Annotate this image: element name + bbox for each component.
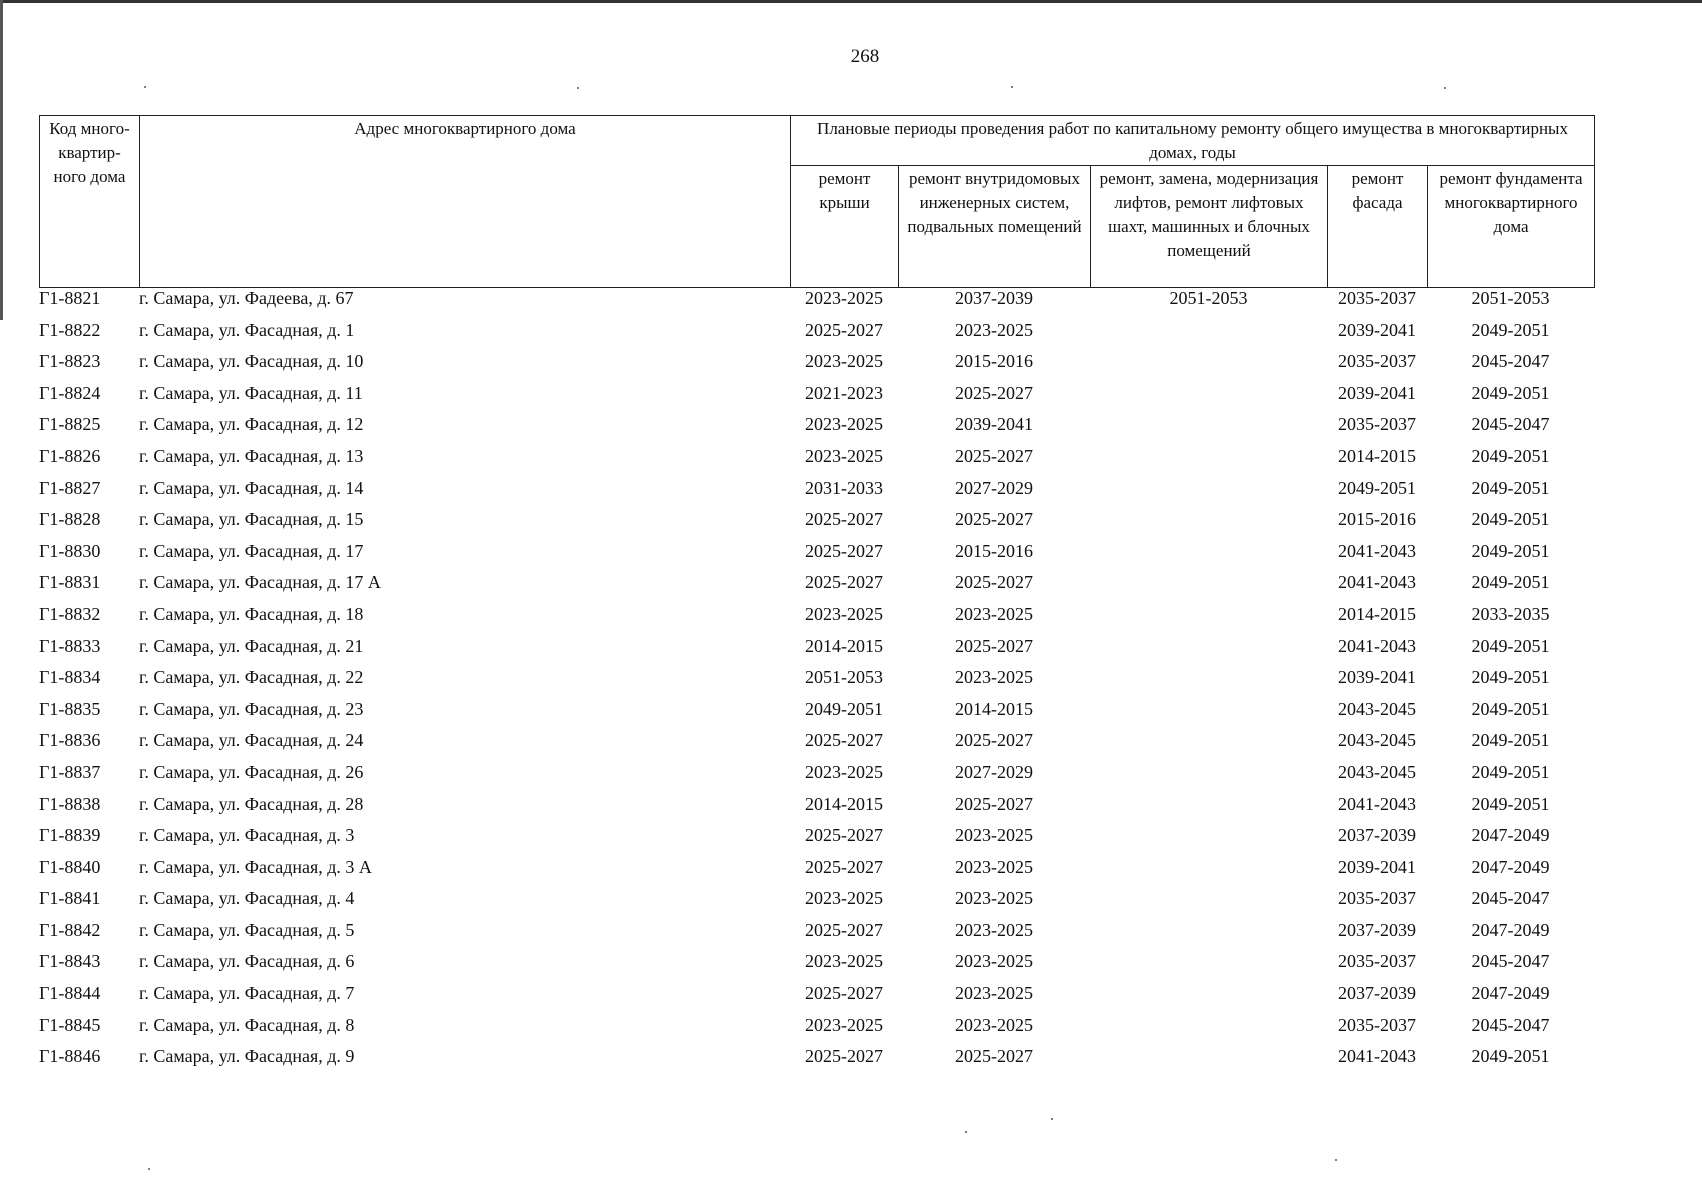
elevators-period (1090, 983, 1327, 1015)
building-code: Г1-8844 (39, 983, 101, 1004)
elevators-period (1090, 572, 1327, 604)
header-foundation: ремонт фундамента многоквартирного дома (1428, 166, 1595, 288)
elevators-period (1090, 446, 1327, 478)
building-address: г. Самара, ул. Фасадная, д. 7 (139, 983, 355, 1004)
building-address: г. Самара, ул. Фасадная, д. 3 (139, 825, 355, 846)
elevators-period (1090, 699, 1327, 731)
building-address: г. Самара, ул. Фасадная, д. 13 (139, 445, 364, 466)
building-code: Г1-8839 (39, 825, 101, 846)
roof-period: 2025-2027 (805, 572, 883, 593)
header-elevators: ремонт, замена, модернизация лифтов, ремонт лифтовых шахт, машинных и блочных помещений (1091, 166, 1328, 288)
foundation-period: 2045-2047 (1471, 414, 1550, 435)
foundation-period: 2049-2051 (1471, 540, 1550, 561)
table-row (39, 794, 1594, 826)
elevators-period (1090, 541, 1327, 573)
foundation-period: 2049-2051 (1471, 572, 1550, 593)
elevators-period (1090, 951, 1327, 983)
facade-period: 2014-2015 (1338, 603, 1416, 624)
header-periods: Плановые периоды проведения работ по капитальному ремонту общего имущества в многоквартирных домах, годы (791, 116, 1595, 166)
engineering-period: 2023-2025 (955, 951, 1033, 972)
engineering-period: 2037-2039 (955, 288, 1033, 308)
roof-period: 2025-2027 (805, 1046, 883, 1067)
facade-period: 2043-2045 (1338, 698, 1416, 719)
building-code: Г1-8828 (39, 509, 101, 530)
engineering-period: 2023-2025 (955, 983, 1033, 1004)
building-code: Г1-8834 (39, 667, 101, 688)
building-address: г. Самара, ул. Фасадная, д. 22 (139, 667, 364, 688)
building-code: Г1-8842 (39, 919, 101, 940)
foundation-period: 2047-2049 (1471, 983, 1550, 1004)
facade-period: 2043-2045 (1338, 761, 1416, 782)
facade-period: 2039-2041 (1338, 856, 1416, 877)
foundation-period: 2049-2051 (1471, 445, 1550, 466)
facade-period: 2035-2037 (1338, 1014, 1416, 1035)
building-address: г. Самара, ул. Фасадная, д. 3 А (139, 856, 372, 877)
roof-period: 2023-2025 (805, 888, 883, 909)
scan-speck (1011, 86, 1013, 88)
foundation-period: 2049-2051 (1471, 698, 1550, 719)
table-row (39, 509, 1594, 541)
engineering-period: 2025-2027 (955, 635, 1033, 656)
table-row (39, 478, 1594, 510)
table-row (39, 604, 1594, 636)
building-code: Г1-8845 (39, 1014, 101, 1035)
facade-period: 2035-2037 (1338, 351, 1416, 372)
engineering-period: 2015-2016 (955, 540, 1033, 561)
table-row (39, 288, 1594, 320)
building-code: Г1-8832 (39, 603, 101, 624)
engineering-period: 2025-2027 (955, 509, 1033, 530)
header-engineering: ремонт внутридомовых инженерных систем, подвальных помещений (899, 166, 1091, 288)
roof-period: 2025-2027 (805, 540, 883, 561)
foundation-period: 2049-2051 (1471, 319, 1550, 340)
building-code: Г1-8825 (39, 414, 101, 435)
building-code: Г1-8831 (39, 572, 101, 593)
table-row (39, 825, 1594, 857)
building-code: Г1-8837 (39, 761, 101, 782)
elevators-period (1090, 1046, 1327, 1078)
building-address: г. Самара, ул. Фасадная, д. 14 (139, 477, 364, 498)
elevators-period (1090, 414, 1327, 446)
facade-period: 2041-2043 (1338, 540, 1416, 561)
scan-speck (144, 86, 146, 88)
building-address: г. Самара, ул. Фасадная, д. 21 (139, 635, 364, 656)
engineering-period: 2027-2029 (955, 761, 1033, 782)
scan-speck (577, 87, 579, 89)
roof-period: 2025-2027 (805, 983, 883, 1004)
engineering-period: 2023-2025 (955, 825, 1033, 846)
table-row (39, 1046, 1594, 1078)
table-row (39, 983, 1594, 1015)
building-code: Г1-8838 (39, 793, 101, 814)
building-address: г. Самара, ул. Фасадная, д. 6 (139, 951, 355, 972)
foundation-period: 2049-2051 (1471, 1046, 1550, 1067)
foundation-period: 2051-2053 (1471, 288, 1550, 308)
building-address: г. Самара, ул. Фасадная, д. 17 А (139, 572, 381, 593)
table-row (39, 730, 1594, 762)
table-row (39, 414, 1594, 446)
foundation-period: 2049-2051 (1471, 382, 1550, 403)
building-code: Г1-8841 (39, 888, 101, 909)
roof-period: 2031-2033 (805, 477, 883, 498)
facade-period: 2037-2039 (1338, 825, 1416, 846)
roof-period: 2023-2025 (805, 603, 883, 624)
elevators-period (1090, 857, 1327, 889)
facade-period: 2049-2051 (1338, 477, 1416, 498)
elevators-period (1090, 383, 1327, 415)
roof-period: 2023-2025 (805, 351, 883, 372)
elevators-period (1090, 762, 1327, 794)
building-code: Г1-8822 (39, 319, 101, 340)
facade-period: 2039-2041 (1338, 319, 1416, 340)
foundation-period: 2049-2051 (1471, 635, 1550, 656)
engineering-period: 2015-2016 (955, 351, 1033, 372)
foundation-period: 2047-2049 (1471, 825, 1550, 846)
building-address: г. Самара, ул. Фасадная, д. 5 (139, 919, 355, 940)
roof-period: 2049-2051 (805, 698, 883, 719)
building-code: Г1-8836 (39, 730, 101, 751)
building-address: г. Самара, ул. Фасадная, д. 1 (139, 319, 355, 340)
elevators-period (1090, 351, 1327, 383)
engineering-period: 2027-2029 (955, 477, 1033, 498)
roof-period: 2014-2015 (805, 793, 883, 814)
engineering-period: 2025-2027 (955, 572, 1033, 593)
roof-period: 2025-2027 (805, 856, 883, 877)
facade-period: 2035-2037 (1338, 951, 1416, 972)
roof-period: 2023-2025 (805, 951, 883, 972)
building-address: г. Самара, ул. Фасадная, д. 26 (139, 761, 364, 782)
building-code: Г1-8830 (39, 540, 101, 561)
roof-period: 2025-2027 (805, 825, 883, 846)
facade-period: 2041-2043 (1338, 1046, 1416, 1067)
building-address: г. Самара, ул. Фасадная, д. 9 (139, 1046, 355, 1067)
roof-period: 2023-2025 (805, 761, 883, 782)
scan-speck (1444, 87, 1446, 89)
building-code: Г1-8835 (39, 698, 101, 719)
elevators-period (1090, 888, 1327, 920)
table-row (39, 320, 1594, 352)
table-row (39, 572, 1594, 604)
elevators-period (1090, 794, 1327, 826)
foundation-period: 2045-2047 (1471, 888, 1550, 909)
building-code: Г1-8826 (39, 445, 101, 466)
engineering-period: 2025-2027 (955, 730, 1033, 751)
elevators-period (1090, 730, 1327, 762)
table-row (39, 920, 1594, 952)
foundation-period: 2049-2051 (1471, 667, 1550, 688)
engineering-period: 2023-2025 (955, 919, 1033, 940)
building-code: Г1-8846 (39, 1046, 101, 1067)
building-address: г. Самара, ул. Фасадная, д. 8 (139, 1014, 355, 1035)
building-code: Г1-8843 (39, 951, 101, 972)
header-address: Адрес многоквартирного дома (140, 116, 791, 288)
building-address: г. Самара, ул. Фасадная, д. 17 (139, 540, 364, 561)
table-row (39, 951, 1594, 983)
engineering-period: 2023-2025 (955, 319, 1033, 340)
table-row (39, 888, 1594, 920)
roof-period: 2021-2023 (805, 382, 883, 403)
facade-period: 2039-2041 (1338, 667, 1416, 688)
building-address: г. Самара, ул. Фасадная, д. 10 (139, 351, 364, 372)
elevators-period (1090, 636, 1327, 668)
table-row (39, 383, 1594, 415)
facade-period: 2043-2045 (1338, 730, 1416, 751)
engineering-period: 2023-2025 (955, 856, 1033, 877)
elevators-period (1090, 478, 1327, 510)
building-address: г. Самара, ул. Фадеева, д. 67 (139, 288, 354, 308)
building-address: г. Самара, ул. Фасадная, д. 23 (139, 698, 364, 719)
scan-speck (1051, 1118, 1053, 1120)
engineering-period: 2023-2025 (955, 667, 1033, 688)
elevators-period (1090, 320, 1327, 352)
facade-period: 2037-2039 (1338, 919, 1416, 940)
foundation-period: 2045-2047 (1471, 1014, 1550, 1035)
building-code: Г1-8827 (39, 477, 101, 498)
facade-period: 2035-2037 (1338, 414, 1416, 435)
roof-period: 2025-2027 (805, 319, 883, 340)
elevators-period (1090, 825, 1327, 857)
facade-period: 2035-2037 (1338, 888, 1416, 909)
building-address: г. Самара, ул. Фасадная, д. 12 (139, 414, 364, 435)
header-facade: ремонт фасада (1328, 166, 1428, 288)
building-address: г. Самара, ул. Фасадная, д. 18 (139, 603, 364, 624)
engineering-period: 2023-2025 (955, 888, 1033, 909)
table-rows (39, 288, 1594, 1078)
roof-period: 2025-2027 (805, 509, 883, 530)
engineering-period: 2025-2027 (955, 1046, 1033, 1067)
engineering-period: 2039-2041 (955, 414, 1033, 435)
elevators-period (1090, 509, 1327, 541)
roof-period: 2023-2025 (805, 288, 883, 308)
building-code: Г1-8823 (39, 351, 101, 372)
engineering-period: 2025-2027 (955, 382, 1033, 403)
foundation-period: 2045-2047 (1471, 351, 1550, 372)
building-address: г. Самара, ул. Фасадная, д. 11 (139, 382, 363, 403)
facade-period: 2015-2016 (1338, 509, 1416, 530)
table-row (39, 857, 1594, 889)
table-header (39, 115, 1595, 288)
roof-period: 2023-2025 (805, 445, 883, 466)
engineering-period: 2023-2025 (955, 603, 1033, 624)
building-code: Г1-8824 (39, 382, 101, 403)
elevators-period (1090, 667, 1327, 699)
foundation-period: 2033-2035 (1471, 603, 1550, 624)
facade-period: 2014-2015 (1338, 445, 1416, 466)
foundation-period: 2047-2049 (1471, 919, 1550, 940)
scan-speck (148, 1168, 150, 1170)
engineering-period: 2025-2027 (955, 793, 1033, 814)
roof-period: 2025-2027 (805, 730, 883, 751)
facade-period: 2041-2043 (1338, 793, 1416, 814)
roof-period: 2025-2027 (805, 919, 883, 940)
table-row (39, 541, 1594, 573)
building-address: г. Самара, ул. Фасадная, д. 24 (139, 730, 364, 751)
table-row (39, 667, 1594, 699)
foundation-period: 2049-2051 (1471, 730, 1550, 751)
table-row (39, 762, 1594, 794)
scan-speck (965, 1131, 967, 1133)
foundation-period: 2045-2047 (1471, 951, 1550, 972)
engineering-period: 2023-2025 (955, 1014, 1033, 1035)
roof-period: 2023-2025 (805, 414, 883, 435)
header-roof: ремонт крыши (791, 166, 899, 288)
engineering-period: 2025-2027 (955, 445, 1033, 466)
roof-period: 2014-2015 (805, 635, 883, 656)
building-address: г. Самара, ул. Фасадная, д. 28 (139, 793, 364, 814)
table-row (39, 1015, 1594, 1047)
facade-period: 2041-2043 (1338, 572, 1416, 593)
table-row (39, 446, 1594, 478)
elevators-period (1090, 1015, 1327, 1047)
header-code: Код много-квартир-ного дома (40, 116, 140, 288)
elevators-period (1090, 604, 1327, 636)
building-code: Г1-8840 (39, 856, 101, 877)
facade-period: 2037-2039 (1338, 983, 1416, 1004)
scan-speck (1335, 1159, 1337, 1161)
page-number: 268 (850, 46, 880, 67)
foundation-period: 2049-2051 (1471, 793, 1550, 814)
roof-period: 2051-2053 (805, 667, 883, 688)
elevators-period (1090, 920, 1327, 952)
building-code: Г1-8821 (39, 288, 101, 308)
table-row (39, 699, 1594, 731)
roof-period: 2023-2025 (805, 1014, 883, 1035)
foundation-period: 2047-2049 (1471, 856, 1550, 877)
foundation-period: 2049-2051 (1471, 509, 1550, 530)
scan-edge-top (0, 0, 1702, 3)
engineering-period: 2014-2015 (955, 698, 1033, 719)
facade-period: 2041-2043 (1338, 635, 1416, 656)
table-row (39, 351, 1594, 383)
building-address: г. Самара, ул. Фасадная, д. 4 (139, 888, 355, 909)
facade-period: 2035-2037 (1338, 288, 1416, 308)
building-code: Г1-8833 (39, 635, 101, 656)
elevators-period: 2051-2053 (1169, 288, 1248, 308)
facade-period: 2039-2041 (1338, 382, 1416, 403)
foundation-period: 2049-2051 (1471, 761, 1550, 782)
building-address: г. Самара, ул. Фасадная, д. 15 (139, 509, 364, 530)
table-row (39, 636, 1594, 668)
foundation-period: 2049-2051 (1471, 477, 1550, 498)
table-body (39, 288, 1594, 1078)
